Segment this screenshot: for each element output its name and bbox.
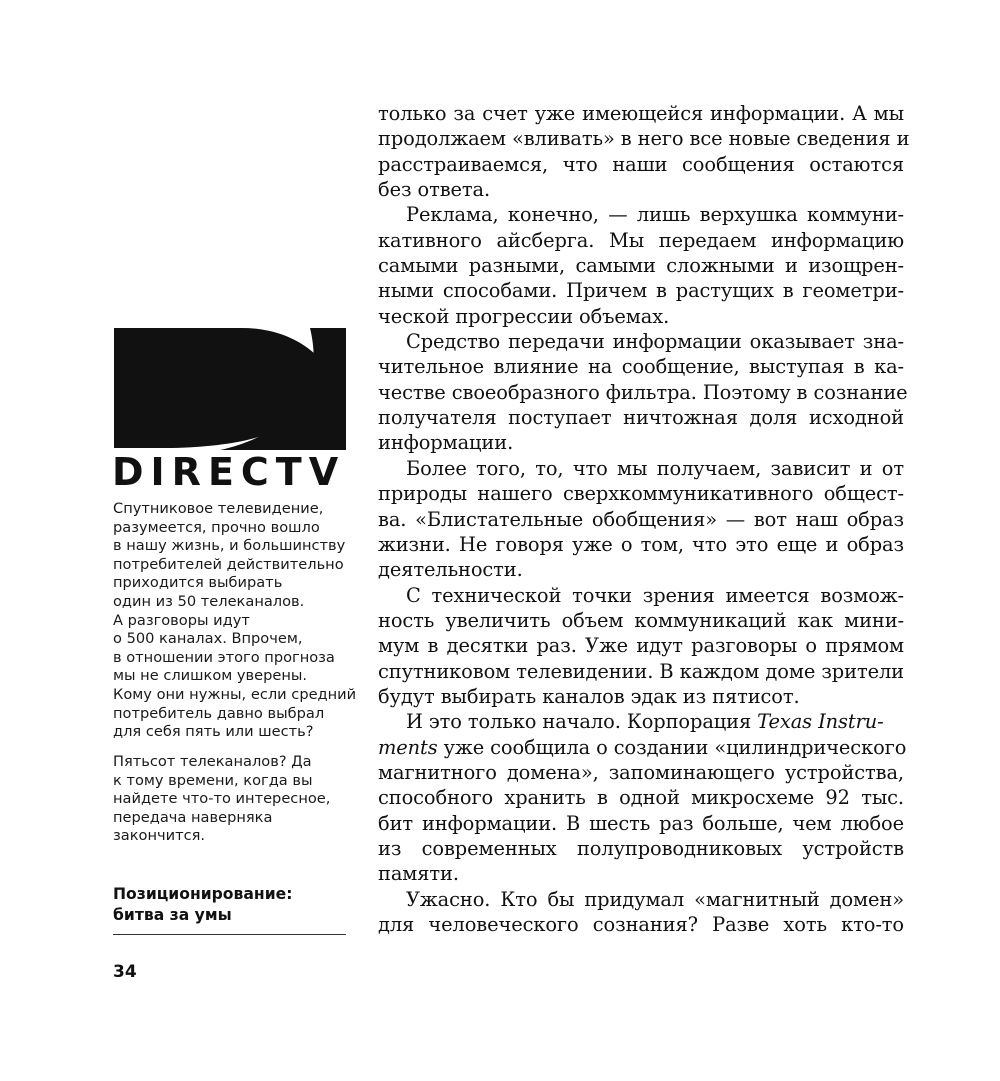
body-line: самыми разными, самыми сложными и изощрен- <box>378 254 904 278</box>
caption-line: передача наверняка <box>113 808 273 826</box>
body-line: получателя поступает ничтожная доля исходной <box>378 406 904 430</box>
body-line: памяти. <box>378 862 459 886</box>
directv-logo <box>112 326 348 450</box>
body-line: бит информации. В шесть раз больше, чем любое <box>378 811 904 835</box>
caption-line: Пятьсот телеканалов? Да <box>113 753 312 770</box>
caption-line: Спутниковое телевидение, <box>113 500 324 517</box>
caption-line: А разговоры идут <box>113 611 250 629</box>
body-line <box>378 709 904 734</box>
body-line: честве своеобразного фильтра. Поэтому в сознание <box>378 380 908 404</box>
body-line: Средство передачи информации оказывает зна- <box>406 330 904 354</box>
body-line: информации. <box>378 431 514 455</box>
body-line: Более того, то, что мы получаем, зависит и от <box>406 456 904 480</box>
directv-logo-icon <box>112 326 348 450</box>
body-line: ными способами. Причем в растущих в геометри- <box>378 279 904 303</box>
body-line: расстраиваемся, что наши сообщения остаются <box>378 152 904 176</box>
caption-line: приходится выбирать <box>113 574 283 592</box>
body-line: продолжаем «вливать» в него все новые сведения и <box>378 127 910 151</box>
caption-line: найдете что-то интересное, <box>113 790 331 808</box>
company-name-part: Texas Instru- <box>757 710 884 734</box>
body-line: из современных полупроводниковых устройств <box>378 836 904 860</box>
section-title <box>113 884 353 926</box>
body-line: мум в десятки раз. Уже идут разговоры о прямом <box>378 634 904 658</box>
section-title-line: Позиционирование: <box>113 885 293 903</box>
body-line: только за счет уже имеющейся информации. А мы <box>378 102 904 125</box>
body-line: жизни. Не говоря уже о том, что это еще и образ <box>378 532 904 556</box>
company-name-part: ments <box>378 735 438 759</box>
caption-line: потребителей действительно <box>113 555 344 573</box>
page-number: 34 <box>113 962 137 982</box>
caption-line: потребитель давно выбрал <box>113 704 325 722</box>
caption-line: Кому они нужны, если средний <box>113 685 357 703</box>
body-line: чительное влияние на сообщение, выступая в ка- <box>378 355 904 379</box>
caption-line: мы не слишком уверены. <box>113 667 308 685</box>
caption-line: в отношении этого прогноза <box>113 648 335 666</box>
logo-wordmark: DIRECTV <box>112 450 346 494</box>
body-line: ческой прогрессии объемах. <box>378 304 670 328</box>
body-line: Реклама, конечно, — лишь верхушка коммуни- <box>406 203 904 227</box>
caption-line: о 500 каналах. Впрочем, <box>113 630 303 648</box>
body-line: для человеческого сознания? Разве хоть кто-то <box>378 913 904 936</box>
body-line <box>378 735 907 760</box>
section-title-line: битва за умы <box>113 906 232 924</box>
caption-line: разумеется, прочно вошло <box>113 518 320 536</box>
body-line: кативного айсберга. Мы передаем информацию <box>378 228 904 252</box>
section-divider <box>113 934 346 935</box>
body-line: способного хранить в одной микросхеме 92 тыс. <box>378 786 904 810</box>
body-line: ность увеличить объем коммуникаций как мини- <box>378 608 904 632</box>
body-line: без ответа. <box>378 178 491 202</box>
caption-line: к тому времени, когда вы <box>113 771 313 789</box>
body-line: ва. «Блистательные обобщения» — вот наш образ <box>378 507 904 531</box>
body-line: Ужасно. Кто бы придумал «магнитный домен» <box>406 887 904 911</box>
body-line: природы нашего сверхкоммуникативного общест- <box>378 482 904 506</box>
body-text <box>378 101 910 937</box>
sidebar-caption-1 <box>113 500 357 742</box>
body-line: будут выбирать каналов эдак из пятисот. <box>378 684 800 708</box>
caption-line: один из 50 телеканалов. <box>113 592 305 610</box>
caption-line: в нашу жизнь, и большинству <box>113 537 346 555</box>
body-line: деятельности. <box>378 558 523 582</box>
caption-line: для себя пять или шесть? <box>113 723 314 741</box>
sidebar-caption-2 <box>113 753 353 846</box>
body-line-text: И это только начало. Корпорация <box>406 710 758 734</box>
body-line: магнитного домена», запоминающего устройства, <box>378 760 904 784</box>
body-line: С технической точки зрения имеется возмож- <box>406 583 904 607</box>
body-line-text: уже сообщила о создании «цилиндрического <box>437 735 907 759</box>
caption-line: закончится. <box>113 827 206 845</box>
body-line: спутниковом телевидении. В каждом доме зрители <box>378 659 904 683</box>
